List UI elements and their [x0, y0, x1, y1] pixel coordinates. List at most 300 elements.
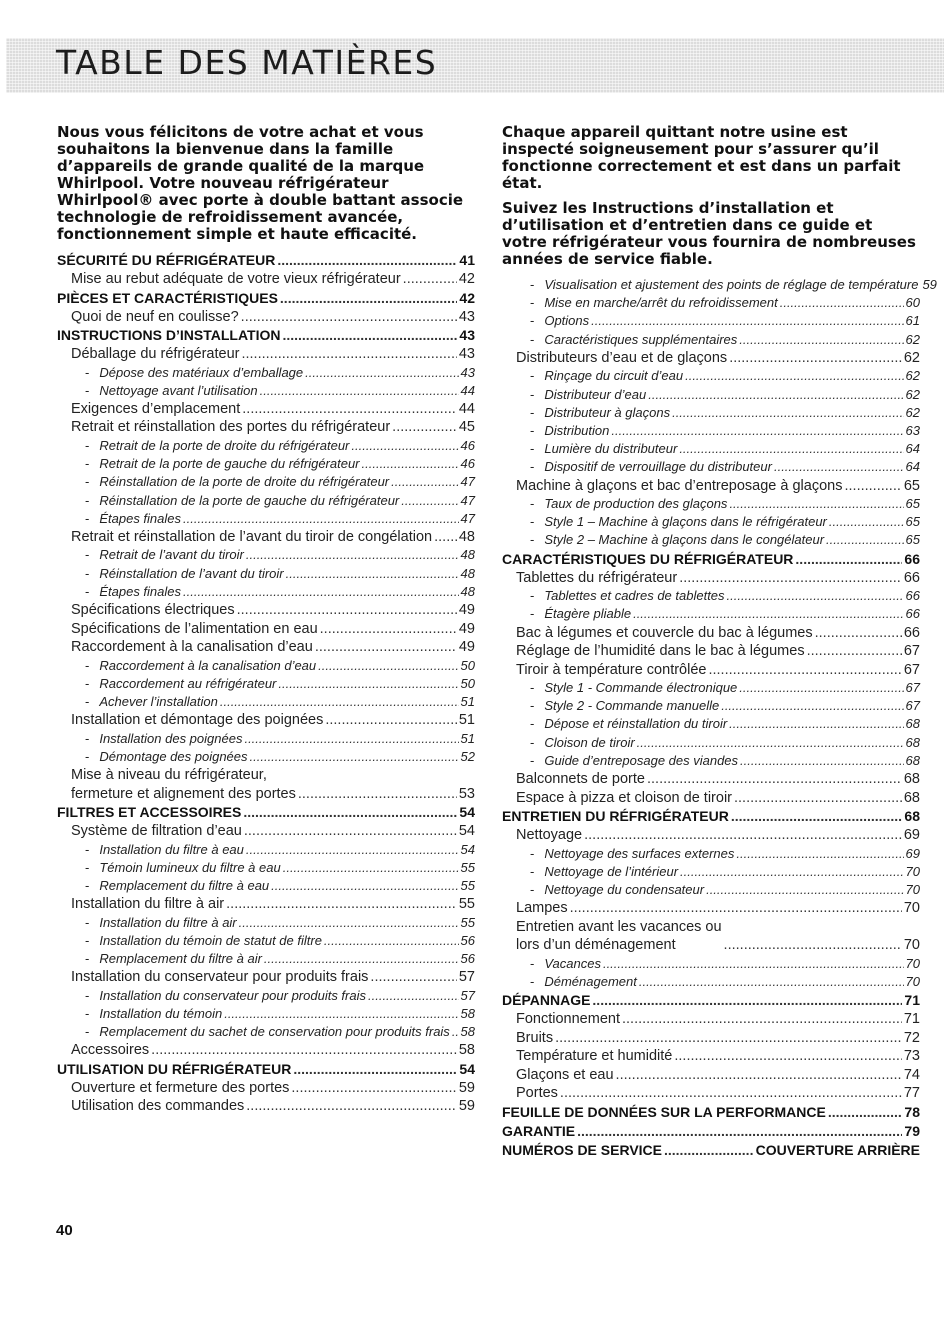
dot-leader — [277, 251, 457, 270]
bullet-dash: - — [85, 987, 90, 1003]
toc-page-number: 48 — [460, 583, 475, 599]
toc-title: Dispositif de verrouillage du distributeur — [544, 459, 772, 475]
bullet-dash: - — [530, 277, 535, 292]
dot-leader — [305, 364, 458, 382]
toc-subentry — [57, 877, 475, 895]
toc-section — [57, 803, 475, 822]
toc-page-number: 70 — [905, 863, 920, 879]
toc-title: Glaçons et eau — [516, 1066, 614, 1083]
toc-subentry — [57, 693, 475, 711]
toc-title: Installation du filtre à air — [71, 896, 225, 913]
toc-subentry — [502, 331, 920, 349]
dot-leader — [664, 1141, 754, 1160]
toc-page-number: 44 — [458, 400, 475, 417]
dot-leader — [734, 789, 902, 808]
dot-leader — [570, 899, 902, 918]
toc-page-number: 72 — [903, 1029, 920, 1046]
toc-entry — [502, 770, 920, 789]
bullet-dash: - — [85, 547, 90, 563]
toc-page-number: 64 — [905, 459, 920, 475]
toc-page-number: 43 — [458, 346, 475, 362]
dot-leader — [603, 955, 904, 973]
toc-subentry — [57, 473, 475, 491]
toc-entry — [502, 1047, 920, 1066]
toc-title: Retrait de la porte de droite du réfrigérateur — [99, 437, 350, 453]
toc-page-number: 71 — [904, 992, 920, 1009]
toc-entry — [502, 624, 920, 643]
dot-leader — [271, 877, 458, 895]
toc-title: Quoi de neuf en coulisse? — [71, 308, 239, 325]
bullet-dash: - — [530, 313, 535, 329]
dot-leader — [672, 404, 903, 422]
bullet-dash: - — [85, 492, 90, 508]
toc-title: Espace à pizza et cloison de tiroir — [516, 789, 732, 806]
toc-section — [57, 326, 475, 345]
toc-section — [57, 251, 475, 270]
toc-page-number: 66 — [903, 569, 920, 586]
bullet-dash: - — [530, 955, 535, 971]
toc-subentry — [57, 675, 475, 693]
toc-entry — [57, 638, 475, 657]
toc-title: Nettoyage des surfaces externes — [544, 845, 735, 861]
toc-subentry — [57, 841, 475, 859]
toc-title: Rinçage du circuit d’eau — [544, 368, 684, 384]
toc-subentry — [502, 752, 920, 770]
dot-leader — [183, 510, 459, 528]
dot-leader — [250, 748, 459, 766]
toc-section — [502, 991, 920, 1010]
toc-subentry — [502, 955, 920, 973]
toc-title: Dépose et réinstallation du tiroir — [544, 716, 728, 732]
toc-entry — [57, 711, 475, 730]
toc-page-number: 43 — [459, 327, 475, 343]
toc-title: Étapes finales — [99, 510, 182, 526]
toc-title: Raccordement à la canalisation d’eau — [71, 639, 313, 656]
toc-entry — [57, 1097, 475, 1116]
bullet-dash: - — [530, 881, 535, 897]
toc-subentry — [502, 863, 920, 881]
toc-page-number: 51 — [460, 730, 475, 746]
bullet-dash: - — [530, 863, 535, 879]
intro-paragraph: Suivez les Instructions d’installation et d’utilisation et d’entretien dans ce guide et votre réfrigérateur vous fournira de nombreuses années de service fiable. — [502, 199, 916, 268]
toc-title: Déménagement — [544, 973, 637, 989]
toc-page-number: 62 — [903, 349, 920, 366]
toc-page-number: 54 — [459, 804, 475, 821]
toc-title: UTILISATION DU RÉFRIGÉRATEUR — [57, 1060, 292, 1077]
bullet-dash: - — [85, 841, 90, 857]
toc-page-number: 67 — [903, 643, 920, 660]
toc-page-number: 44 — [460, 382, 475, 398]
dot-leader — [648, 386, 903, 404]
dot-leader — [320, 620, 457, 639]
toc-title: Lampes — [516, 900, 568, 917]
dot-leader — [244, 822, 457, 841]
toc-page-number: 70 — [903, 900, 920, 917]
toc-page-number: 68 — [905, 716, 920, 732]
toc-page-number: 65 — [905, 532, 920, 548]
bullet-dash: - — [85, 565, 90, 581]
toc-title: Étagère pliable — [544, 606, 632, 622]
toc-title: Raccordement au réfrigérateur — [99, 675, 277, 691]
toc-title: Déballage du réfrigérateur — [71, 346, 240, 362]
bullet-dash: - — [530, 973, 535, 989]
toc-page-number: 51 — [458, 712, 475, 729]
toc-title: Installation du filtre à air — [99, 914, 237, 930]
dot-leader — [622, 1010, 902, 1029]
dot-leader — [242, 400, 457, 419]
toc-page-number: 50 — [460, 657, 475, 673]
toc-page-number: 64 — [905, 441, 920, 457]
toc-page-number: 49 — [458, 602, 475, 619]
toc-title: Utilisation des commandes — [71, 1098, 245, 1115]
dot-leader — [739, 331, 903, 349]
toc-title: Style 2 – Machine à glaçons dans le congélateur — [544, 532, 825, 548]
toc-title: Installation du conservateur pour produits frais — [71, 969, 369, 986]
toc-title: Installation du conservateur pour produits frais — [99, 987, 366, 1003]
bullet-dash: - — [530, 532, 535, 548]
dot-leader — [740, 752, 903, 770]
toc-subentry — [502, 294, 920, 312]
toc-title: Température et humidité — [516, 1048, 673, 1065]
toc-page-number: 54 — [459, 1060, 475, 1077]
dot-leader — [647, 770, 902, 789]
bullet-dash: - — [85, 914, 90, 930]
bullet-dash: - — [530, 698, 535, 714]
toc-title: Spécifications de l’alimentation en eau — [71, 620, 318, 637]
toc-page-number: 68 — [905, 752, 920, 768]
toc-subentry — [57, 748, 475, 766]
dot-leader — [226, 895, 457, 914]
toc-subentry — [502, 605, 920, 623]
dot-leader — [739, 679, 903, 697]
bullet-dash: - — [85, 437, 90, 453]
toc-subentry — [57, 546, 475, 564]
toc-title: Distributeur à glaçons — [544, 404, 671, 420]
dot-leader — [729, 349, 902, 368]
dot-leader — [298, 785, 457, 804]
dot-leader — [639, 973, 904, 991]
toc-title: Nettoyage — [516, 827, 583, 844]
dot-leader — [243, 803, 457, 822]
toc-page-number: 71 — [903, 1011, 920, 1028]
toc-title: Nettoyage de l’intérieur — [544, 863, 679, 879]
dot-leader — [244, 730, 458, 748]
dot-leader — [674, 1047, 902, 1066]
toc-entry — [502, 477, 920, 496]
toc-page-number: 66 — [903, 624, 920, 641]
dot-leader — [370, 968, 456, 987]
toc-page-number: 56 — [460, 932, 475, 948]
toc-entry — [57, 345, 475, 364]
toc-title: Réinstallation de la porte de gauche du réfrigérateur — [99, 492, 400, 508]
toc-title: Étapes finales — [99, 583, 182, 599]
dot-leader — [246, 841, 459, 859]
bullet-dash: - — [530, 752, 535, 768]
dot-leader — [616, 1066, 902, 1085]
toc-title: Portes — [516, 1085, 558, 1102]
toc-subentry — [57, 583, 475, 601]
toc-title: Tiroir à température contrôlée — [516, 661, 707, 678]
dot-leader — [452, 1023, 459, 1041]
dot-leader — [844, 477, 901, 496]
bullet-dash: - — [530, 716, 535, 732]
toc-title: Remplacement du filtre à eau — [99, 877, 270, 893]
toc-subentry — [502, 458, 920, 476]
toc-title: INSTRUCTIONS D’INSTALLATION — [57, 327, 281, 343]
bullet-dash: - — [85, 474, 90, 490]
toc-page-number: 47 — [460, 492, 475, 508]
toc-entry — [57, 766, 475, 803]
toc-subentry — [57, 364, 475, 382]
toc-title: Distributeur d’eau — [544, 386, 647, 402]
bullet-dash: - — [85, 456, 90, 472]
toc-subentry — [57, 492, 475, 510]
dot-leader — [633, 605, 903, 623]
toc-subentry — [502, 531, 920, 549]
dot-leader — [727, 587, 904, 605]
dot-leader — [282, 326, 457, 345]
dot-leader — [237, 601, 457, 620]
toc-title: Options — [544, 313, 590, 329]
toc-title: PIÈCES ET CARACTÉRISTIQUES — [57, 289, 278, 306]
toc-title: Cloison de tiroir — [544, 734, 635, 750]
toc-section — [502, 1103, 920, 1122]
dot-leader — [680, 863, 903, 881]
toc-page-number: 45 — [458, 419, 475, 436]
toc-page-number: 43 — [460, 364, 475, 380]
dot-leader — [721, 697, 903, 715]
toc-page-number: 46 — [460, 437, 475, 453]
toc-page-number: 54 — [460, 841, 475, 857]
page-number: 40 — [56, 1222, 73, 1239]
toc-page-number: 59 — [922, 277, 937, 292]
toc-page-number: 54 — [458, 823, 475, 840]
toc-title: Style 1 - Commande électronique — [544, 680, 738, 696]
toc-page-number: 79 — [904, 1122, 920, 1139]
toc-page-number: 66 — [905, 606, 920, 622]
toc-title: Balconnets de porte — [516, 771, 645, 788]
toc-page-number: 57 — [458, 969, 475, 986]
dot-leader — [584, 826, 902, 845]
bullet-dash: - — [530, 331, 535, 347]
bullet-dash: - — [530, 845, 535, 861]
toc-section — [57, 289, 475, 308]
dot-leader — [731, 807, 903, 826]
toc-page-number: 53 — [458, 785, 475, 802]
bullet-dash: - — [85, 675, 90, 691]
bullet-dash: - — [530, 422, 535, 438]
dot-leader — [828, 1103, 903, 1122]
dot-leader — [241, 345, 456, 364]
bullet-dash: - — [85, 382, 90, 398]
toc-page-number: 52 — [460, 748, 475, 764]
dot-leader — [637, 734, 904, 752]
bullet-dash: - — [85, 730, 90, 746]
bullet-dash: - — [85, 951, 90, 967]
toc-page-number: 58 — [460, 1005, 475, 1021]
dot-leader — [560, 1084, 902, 1103]
toc-page-number: 62 — [905, 368, 920, 384]
toc-title: Distributeurs d’eau et de glaçons — [516, 349, 728, 366]
toc-title: Mise à niveau du réfrigérateur, fermeture et alignement des portes — [71, 767, 296, 802]
toc-subentry — [57, 382, 475, 400]
toc-section — [502, 1122, 920, 1141]
toc-page-number: 63 — [905, 422, 920, 438]
toc-subentry — [57, 565, 475, 583]
toc-title: FEUILLE DE DONNÉES SUR LA PERFORMANCE — [502, 1103, 826, 1120]
toc-title: Lumière du distributeur — [544, 441, 678, 457]
toc-subentry — [502, 312, 920, 330]
toc-page-number: 66 — [905, 588, 920, 604]
toc-title: NUMÉROS DE SERVICE — [502, 1141, 662, 1158]
toc-subentry — [502, 404, 920, 422]
toc-entry — [502, 1084, 920, 1103]
toc-page-number: 60 — [905, 295, 920, 311]
toc-page-number: 65 — [903, 477, 920, 494]
toc-subentry — [502, 513, 920, 531]
toc-title: GARANTIE — [502, 1122, 576, 1139]
toc-title: Dépose des matériaux d’emballage — [99, 364, 304, 380]
toc-title: Nettoyage avant l’utilisation — [99, 382, 258, 398]
toc-title: Retrait et réinstallation des portes du réfrigérateur — [71, 419, 391, 436]
dot-leader — [685, 367, 903, 385]
title-banner — [6, 38, 944, 93]
bullet-dash: - — [85, 932, 90, 948]
toc-subentry — [57, 950, 475, 968]
bullet-dash: - — [85, 657, 90, 673]
toc-page-number: 48 — [460, 565, 475, 581]
toc-title: Machine à glaçons et bac d’entreposage à glaçons — [516, 477, 843, 494]
toc-subentry — [57, 455, 475, 473]
toc-subentry — [57, 859, 475, 877]
toc-section — [57, 1060, 475, 1079]
toc-page-number: 42 — [459, 289, 475, 306]
dot-leader — [183, 583, 459, 601]
toc-page-number: 65 — [905, 514, 920, 530]
dot-leader — [679, 440, 903, 458]
toc-page-number: COUVERTURE ARRIÈRE — [755, 1141, 920, 1158]
dot-leader — [736, 845, 903, 863]
toc-page-number: 70 — [903, 937, 920, 954]
toc-subentry — [57, 1023, 475, 1041]
toc-entry — [57, 1041, 475, 1060]
bullet-dash: - — [85, 693, 90, 709]
dot-leader — [239, 914, 459, 932]
toc-title: Fonctionnement — [516, 1011, 620, 1028]
dot-leader — [829, 513, 904, 531]
toc-title: Installation des poignées — [99, 730, 243, 746]
toc-title: Accessoires — [71, 1042, 150, 1059]
toc-title: Retrait de la porte de gauche du réfrigérateur — [99, 456, 360, 472]
toc-entry — [57, 400, 475, 419]
toc-entry — [57, 308, 475, 327]
toc-title: Tablettes du réfrigérateur — [516, 569, 678, 586]
toc-subentry — [502, 386, 920, 404]
dot-leader — [577, 1122, 902, 1141]
dot-leader — [555, 1029, 902, 1048]
toc-title: Réinstallation de l’avant du tiroir — [99, 565, 284, 581]
toc-title: Entretien avant les vacances ou lors d’un déménagement — [516, 918, 722, 954]
toc-page-number: 48 — [458, 528, 475, 545]
dot-leader — [807, 642, 902, 661]
toc-subentry — [57, 914, 475, 932]
toc-title: ENTRETIEN DU RÉFRIGÉRATEUR — [502, 808, 729, 825]
toc-column-right — [502, 123, 937, 1160]
toc-subentry — [502, 697, 920, 715]
toc-title: Système de filtration d’eau — [71, 823, 242, 840]
bullet-dash: - — [530, 386, 535, 402]
dot-leader — [391, 473, 458, 491]
dot-leader — [264, 950, 459, 968]
toc-subentry — [57, 1005, 475, 1023]
toc-entry — [57, 270, 475, 289]
toc-title: Achever l’installation — [99, 693, 218, 709]
toc-page-number: 47 — [460, 510, 475, 526]
toc-title: Installation du témoin de statut de filtre — [99, 932, 322, 948]
toc-title: Ouverture et fermeture des portes — [71, 1079, 290, 1096]
dot-leader — [246, 546, 459, 564]
toc-subentry — [502, 440, 920, 458]
toc-column-left — [57, 124, 475, 1116]
dot-leader — [724, 936, 902, 955]
toc-page-number: 70 — [905, 955, 920, 971]
dot-leader — [241, 308, 457, 327]
bullet-dash: - — [530, 441, 535, 457]
toc-subentry — [57, 437, 475, 455]
toc-page-number: 62 — [905, 404, 920, 420]
dot-leader — [318, 657, 458, 675]
dot-leader — [368, 987, 459, 1005]
toc-page-number: 58 — [458, 1042, 475, 1059]
bullet-dash: - — [530, 514, 535, 530]
toc-title: Installation du témoin — [99, 1005, 223, 1021]
intro-paragraph: Chaque appareil quittant notre usine est inspecté soigneusement pour s’assurer qu’il fonctionne correctement et est dans un parfait état. — [502, 123, 901, 192]
toc-page-number: 67 — [905, 680, 920, 696]
dot-leader — [729, 495, 903, 513]
bullet-dash: - — [85, 583, 90, 599]
dot-leader — [286, 565, 459, 583]
toc-page-number: 69 — [905, 845, 920, 861]
toc-entry — [502, 918, 920, 955]
toc-entry — [57, 1079, 475, 1098]
toc-title: Mise au rebut adéquate de votre vieux réfrigérateur — [71, 271, 401, 287]
toc-entry — [57, 968, 475, 987]
toc-title: Distribution — [544, 422, 610, 438]
bullet-dash: - — [85, 748, 90, 764]
dot-leader — [774, 458, 904, 476]
toc-entry — [57, 601, 475, 620]
dot-leader — [403, 270, 457, 289]
dot-leader — [592, 991, 902, 1010]
toc-subentry — [57, 657, 475, 675]
toc-entry — [57, 528, 475, 547]
dot-leader — [815, 624, 902, 643]
dot-leader — [434, 528, 457, 547]
bullet-dash: - — [530, 588, 535, 604]
dot-leader — [679, 569, 902, 588]
toc-entry — [57, 620, 475, 639]
dot-leader — [706, 881, 903, 899]
toc-page-number: 68 — [903, 789, 920, 806]
toc-title: Témoin lumineux du filtre à eau — [99, 859, 281, 875]
toc-page-number: 43 — [458, 308, 475, 325]
toc-page-number: 78 — [904, 1103, 920, 1120]
toc-title: Remplacement du filtre à air — [99, 951, 262, 967]
toc-list-left — [57, 251, 475, 1116]
dot-leader — [780, 294, 904, 312]
toc-entry — [502, 1010, 920, 1029]
bullet-dash: - — [530, 734, 535, 750]
